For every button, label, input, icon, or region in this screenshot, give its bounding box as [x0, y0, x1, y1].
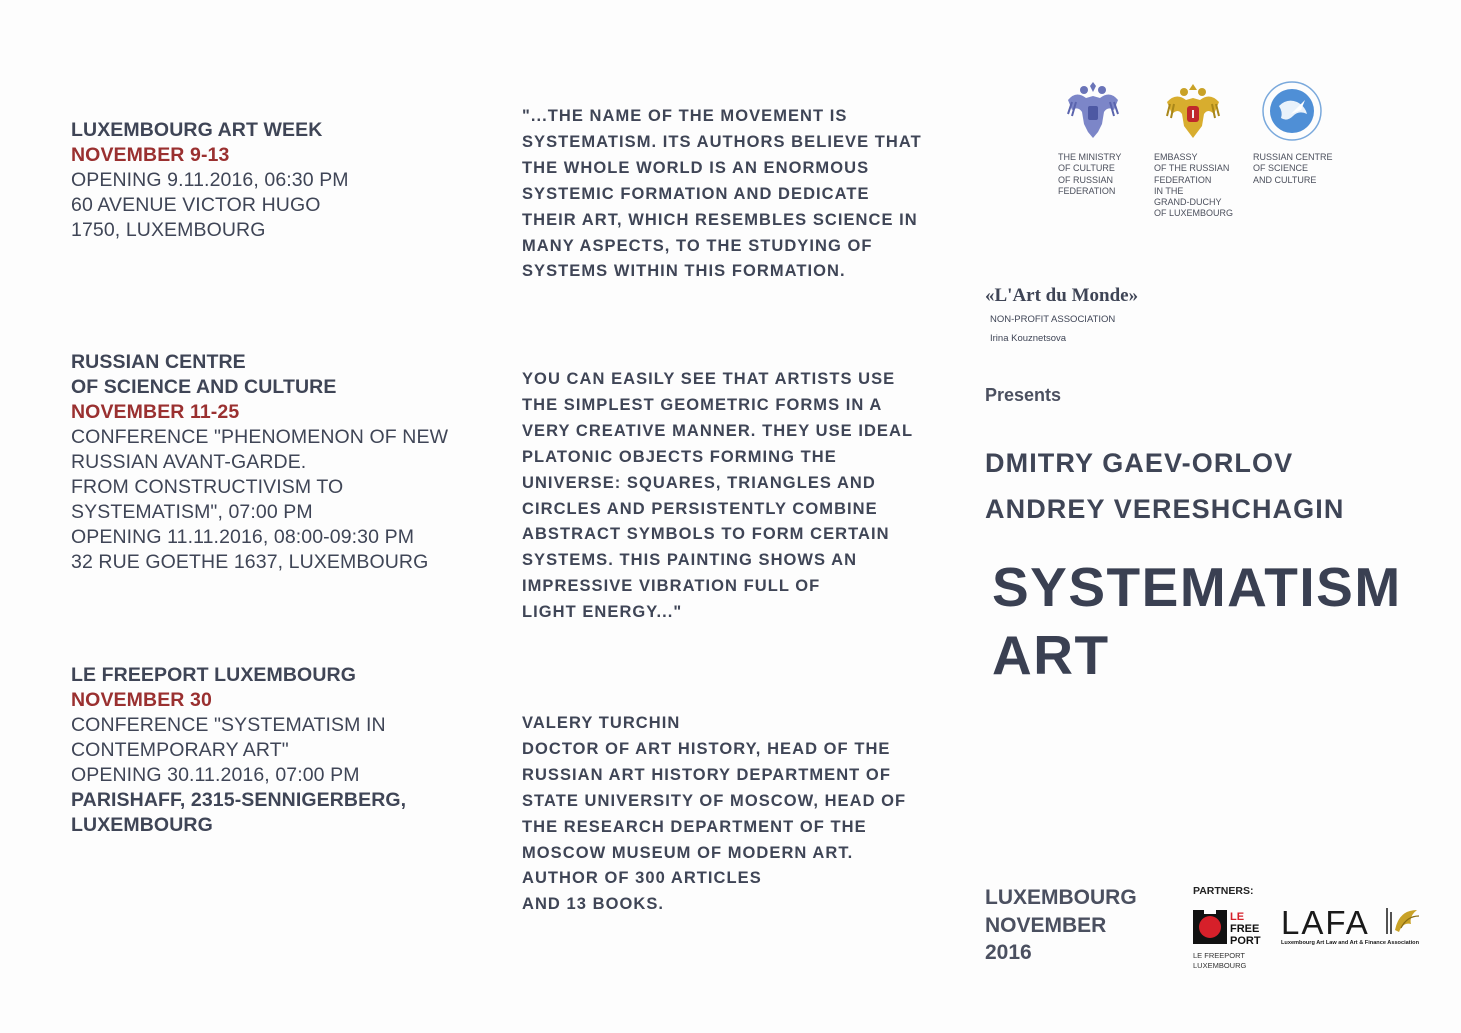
venue-dates: NOVEMBER 30 — [71, 689, 212, 711]
lafa-wordmark: LAFA — [1281, 904, 1370, 941]
organizer-name: «L'Art du Monde» — [985, 285, 1139, 306]
exhibition-title: ART — [992, 624, 1110, 686]
quote-author-block — [522, 711, 952, 918]
quote-line: "...THE NAME OF THE MOVEMENT IS — [522, 107, 848, 125]
author-bio-line: MOSCOW MUSEUM OF MODERN ART. — [522, 843, 854, 862]
venue-luxembourg-art-week — [71, 118, 491, 243]
lafa-logo — [1281, 902, 1429, 948]
venue-detail: FROM CONSTRUCTIVISM TO — [71, 476, 344, 498]
venue-dates: NOVEMBER 11-25 — [71, 401, 240, 423]
venue-detail: OPENING 9.11.2016, 06:30 PM — [71, 169, 349, 191]
author-bio-line: THE RESEARCH DEPARTMENT OF THE — [522, 817, 867, 836]
quote-line: IMPRESSIVE VIBRATION FULL OF — [522, 577, 821, 596]
le-freeport-logo — [1193, 908, 1263, 948]
author-bio-line: STATE UNIVERSITY OF MOSCOW, HEAD OF — [522, 791, 907, 810]
quote-block-1 — [522, 104, 952, 285]
lafa-subtitle: Luxembourg Art Law and Art & Finance Association — [1281, 940, 1419, 946]
venue-detail: LUXEMBOURG — [71, 814, 213, 836]
title-column — [985, 0, 1455, 1033]
venue-detail: CONTEMPORARY ART" — [71, 739, 289, 761]
venue-title: LUXEMBOURG ART WEEK — [71, 119, 323, 141]
quote-line: VERY CREATIVE MANNER. THEY USE IDEAL — [522, 421, 914, 440]
artist-name: DMITRY GAEV-ORLOV — [985, 448, 1294, 478]
venue-detail: CONFERENCE "SYSTEMATISM IN — [71, 714, 386, 736]
quote-line: THE SIMPLEST GEOMETRIC FORMS IN A — [522, 395, 883, 414]
quote-line: THEIR ART, WHICH RESEMBLES SCIENCE IN — [522, 210, 918, 229]
quote-line: ABSTRACT SYMBOLS TO FORM CERTAIN — [522, 525, 890, 544]
globe-dove-icon — [1261, 80, 1323, 142]
coat-of-arms-icon — [1162, 80, 1224, 142]
quote-line: SYSTEMATISM. ITS AUTHORS BELIEVE THAT — [522, 132, 922, 151]
venue-title: LE FREEPORT LUXEMBOURG — [71, 664, 356, 686]
venue-russian-centre — [71, 350, 491, 575]
freeport-word: PORT — [1230, 935, 1261, 947]
venue-detail: OPENING 30.11.2016, 07:00 PM — [71, 764, 360, 786]
presents-label: Presents — [985, 385, 1062, 405]
freeport-caption: LE FREEPORT LUXEMBOURG — [1193, 951, 1247, 970]
venue-detail: 60 AVENUE VICTOR HUGO — [71, 194, 321, 216]
venue-detail: CONFERENCE "PHENOMENON OF NEW — [71, 426, 449, 448]
quote-line: SYSTEMIC FORMATION AND DEDICATE — [522, 184, 870, 203]
location-date-block — [985, 884, 1137, 967]
organizer-person: Irina Kouznetsova — [990, 333, 1067, 344]
sponsor-caption: RUSSIAN CENTRE OF SCIENCE AND CULTURE — [1253, 152, 1333, 185]
venue-detail: OPENING 11.11.2016, 08:00-09:30 PM — [71, 526, 415, 548]
author-bio-line: AND 13 BOOKS. — [522, 895, 665, 914]
venue-le-freeport — [71, 663, 491, 838]
venue-detail: PARISHAFF, 2315-SENNIGERBERG, — [71, 789, 407, 811]
artist-name: ANDREY VERESHCHAGIN — [985, 494, 1345, 524]
venue-dates: NOVEMBER 9-13 — [71, 144, 230, 166]
venue-detail: 1750, LUXEMBOURG — [71, 219, 266, 241]
author-bio-line: AUTHOR OF 300 ARTICLES — [522, 869, 762, 888]
quote-line: SYSTEMS. THIS PAINTING SHOWS AN — [522, 551, 858, 570]
venue-title: OF SCIENCE AND CULTURE — [71, 376, 337, 398]
quote-author: VALERY TURCHIN — [522, 714, 681, 732]
quote-block-2 — [522, 367, 952, 626]
partners-label: PARTNERS: — [1193, 885, 1254, 897]
author-bio-line: DOCTOR OF ART HISTORY, HEAD OF THE — [522, 739, 891, 758]
venue-title: RUSSIAN CENTRE — [71, 351, 246, 373]
quote-line: MANY ASPECTS, TO THE STUDYING OF — [522, 236, 873, 255]
organizer-subtitle: NON-PROFIT ASSOCIATION — [990, 314, 1116, 325]
venue-detail: SYSTEMATISM", 07:00 PM — [71, 501, 313, 523]
freeport-word: LE — [1230, 911, 1245, 923]
quote-line: THE WHOLE WORLD IS AN ENORMOUS — [522, 158, 870, 177]
freeport-word: FREE — [1230, 923, 1260, 935]
quote-line: YOU CAN EASILY SEE THAT ARTISTS USE — [522, 370, 896, 388]
exhibition-title: SYSTEMATISM — [992, 556, 1402, 618]
quote-line: CIRCLES AND PERSISTENTLY COMBINE — [522, 499, 878, 518]
quote-line: SYSTEMS WITHIN THIS FORMATION. — [522, 262, 846, 281]
sponsor-caption: EMBASSY OF THE RUSSIAN FEDERATION IN THE GRAND-DUCHY OF LUXEMBOURG — [1154, 152, 1234, 219]
venue-detail: 32 RUE GOETHE 1637, LUXEMBOURG — [71, 551, 429, 573]
double-headed-eagle-icon — [1062, 80, 1124, 142]
sponsor-caption: THE MINISTRY OF CULTURE OF RUSSIAN FEDERATION — [1058, 152, 1122, 196]
quote-line: PLATONIC OBJECTS FORMING THE — [522, 447, 837, 466]
location-line: LUXEMBOURG — [985, 886, 1137, 909]
quote-line: UNIVERSE: SQUARES, TRIANGLES AND — [522, 473, 876, 492]
location-line: NOVEMBER — [985, 913, 1107, 937]
author-bio-line: RUSSIAN ART HISTORY DEPARTMENT OF — [522, 765, 891, 784]
quote-line: LIGHT ENERGY..." — [522, 603, 683, 622]
location-line: 2016 — [985, 941, 1032, 964]
lafa-emblem-icon — [1385, 904, 1425, 938]
venue-detail: RUSSIAN AVANT-GARDE. — [71, 451, 307, 473]
